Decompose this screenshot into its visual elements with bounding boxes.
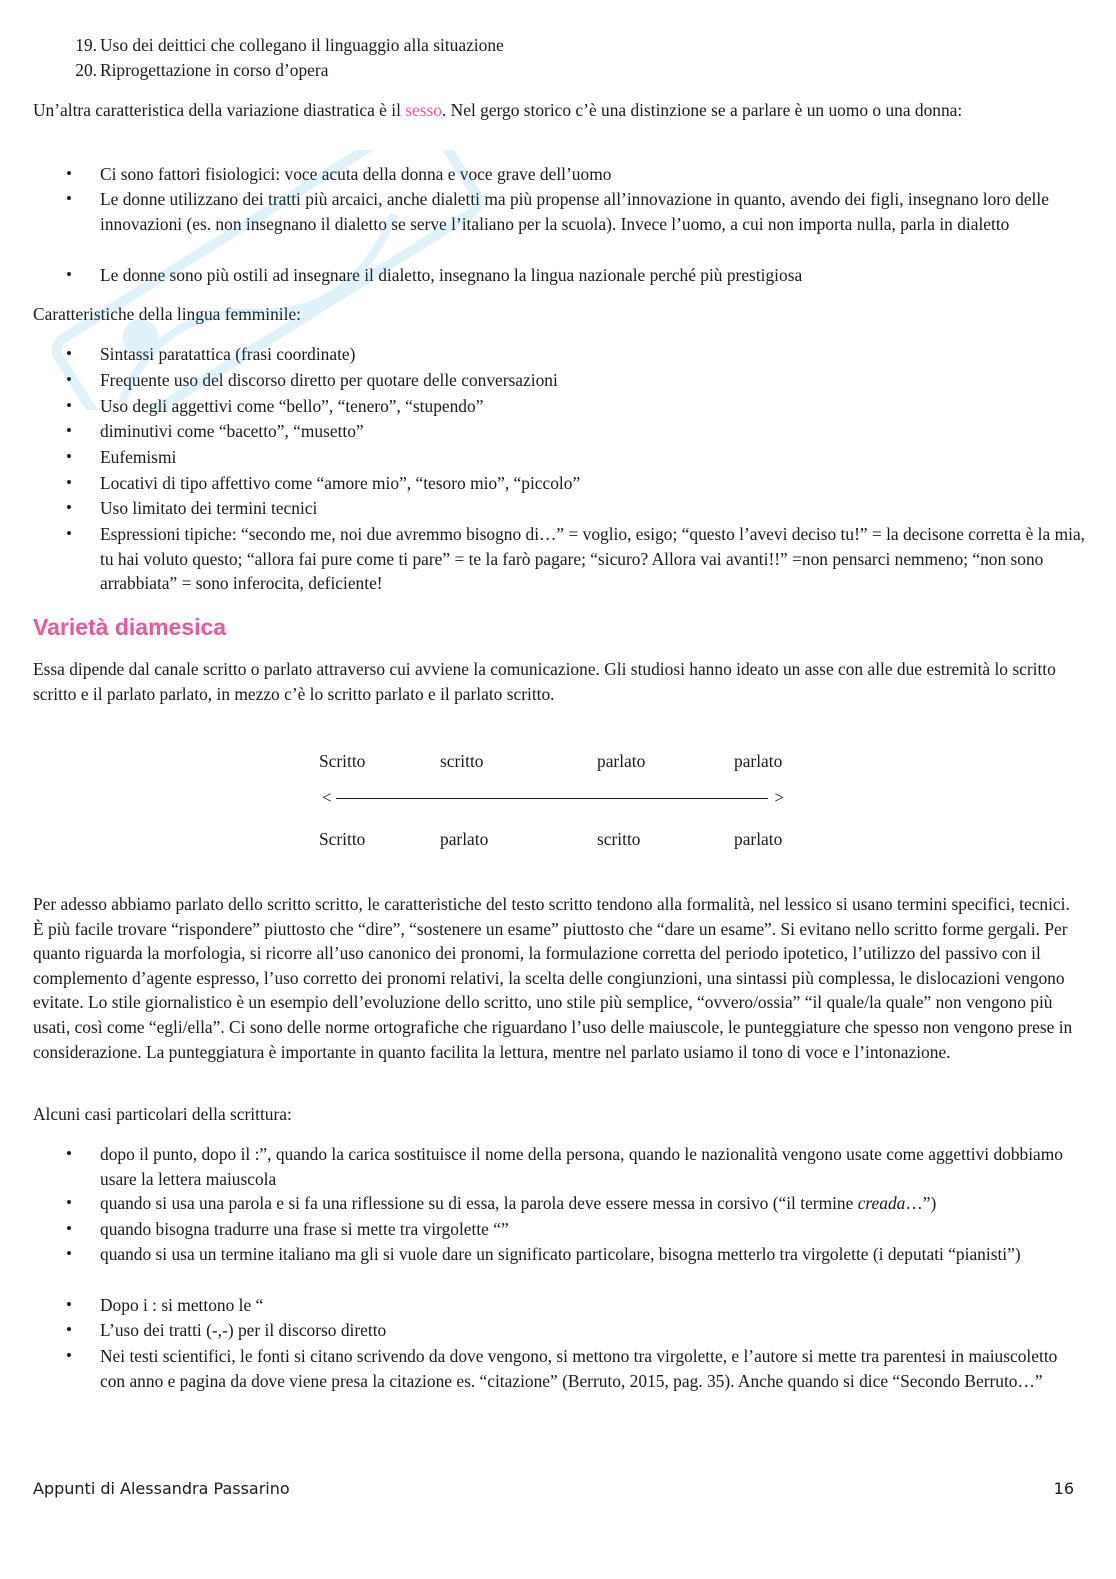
- bullet-icon: •: [66, 1295, 72, 1314]
- paragraph-text: . Nel gergo storico c’è una distinzione se a parlare è un uomo o una donna:: [441, 100, 963, 120]
- axis-label: scritto: [597, 829, 641, 849]
- list-item-text: …”): [905, 1193, 937, 1213]
- bullet-icon: •: [66, 344, 72, 363]
- paragraph-sex: [33, 98, 1083, 123]
- list-item: [66, 445, 1085, 470]
- bullet-icon: •: [66, 498, 72, 517]
- axis-label: Scritto: [319, 829, 366, 849]
- bullet-icon: •: [66, 1144, 72, 1163]
- list-item: [66, 187, 1085, 236]
- bullet-icon: •: [66, 189, 72, 208]
- list-number: 19.: [75, 35, 97, 55]
- arrow-left: <: [322, 788, 332, 807]
- list-item-text: quando si usa una parola e si fa una riflessione su di essa, la parola deve essere messa in corsivo (“il termine: [100, 1193, 858, 1213]
- axis-label: parlato: [597, 751, 646, 771]
- list-item: [66, 162, 1085, 187]
- list-item: [66, 1318, 1085, 1343]
- section-heading: Varietà diamesica: [33, 614, 227, 640]
- list-item: [66, 1242, 1085, 1267]
- list-item: [66, 496, 1085, 521]
- highlighted-term: sesso: [405, 100, 442, 120]
- paragraph-female-intro: Caratteristiche della lingua femminile:: [33, 304, 302, 324]
- list-item: [75, 33, 1085, 58]
- list-item-text: Dopo i : si mettono le “: [100, 1295, 264, 1315]
- list-item-text: Eufemismi: [100, 447, 177, 467]
- paragraph-written: Per adesso abbiamo parlato dello scritto scritto, le caratteristiche del testo scritto tendono alla formalità, nel lessico si usano termini specifici, tecnici. È più facile trovare “rispondere” piuttosto che “dire”, “sostenere un esame” piuttosto che “dare un esame”. Si evitano nello scritto forme gergali. Per quanto riguarda la morfologia, si ricorre all’uso canonico dei pronomi, la formulazione corretta del periodo ipotetico, l’utilizzo del passivo con il complemento d’agente espresso, l’uso corretto dei pronomi relativi, la scelta delle congiunzioni, una sintassi più complessa, le dislocazioni vengono evitate. Lo stile giornalistico è un esempio dell’evoluzione dello scritto, uno stile più semplice, “ovvero/ossia” “il quale/la quale” non vengono più usati, così come “egli/ella”. Ci sono delle norme ortografiche che riguardano l’uso delle maiuscole, le punteggiature che spesso non vengono prese in considerazione. La punteggiatura è importante in quanto facilita la lettura, mentre nel parlato usiamo il tono di voce e l’intonazione.: [33, 894, 1073, 1062]
- bullet-icon: •: [66, 370, 72, 389]
- list-item-text: Sintassi paratattica (frasi coordinate): [100, 344, 356, 364]
- list-item-text: Frequente uso del discorso diretto per quotare delle conversazioni: [100, 370, 558, 390]
- list-item: [66, 1191, 1085, 1216]
- list-item: [66, 394, 1085, 419]
- bullet-icon: •: [66, 473, 72, 492]
- bullet-icon: •: [66, 1244, 72, 1263]
- bullet-icon: •: [66, 1219, 72, 1238]
- list-item-text: Uso limitato dei termini tecnici: [100, 498, 318, 518]
- axis-label: parlato: [734, 829, 783, 849]
- bullet-icon: •: [66, 1346, 72, 1365]
- list-item: [66, 1217, 1085, 1242]
- bullet-icon: •: [66, 164, 72, 183]
- list-item: [75, 58, 1085, 83]
- paragraph-diamesic: Essa dipende dal canale scritto o parlato attraverso cui avviene la comunicazione. Gli studiosi hanno ideato un asse con alle due estremità lo scritto scritto e il parlato parlato, in mezzo c’è lo scritto parlato e il parlato scritto.: [33, 659, 1056, 704]
- list-item: [66, 1344, 1085, 1393]
- bullet-icon: •: [66, 1320, 72, 1339]
- paragraph-cases-intro: Alcuni casi particolari della scrittura:: [33, 1104, 292, 1124]
- bullet-icon: •: [66, 447, 72, 466]
- bullet-icon: •: [66, 421, 72, 440]
- axis-label: Scritto: [319, 751, 366, 771]
- bullet-icon: •: [66, 1193, 72, 1212]
- list-item: [66, 342, 1085, 367]
- paragraph-text: Un’altra caratteristica della variazione diastratica è il: [33, 100, 406, 120]
- list-item-text: Ci sono fattori fisiologici: voce acuta della donna e voce grave dell’uomo: [100, 164, 612, 184]
- axis-label: parlato: [440, 829, 489, 849]
- list-item-text: quando bisogna tradurre una frase si mette tra virgolette “”: [100, 1219, 509, 1239]
- list-item: [66, 522, 1086, 596]
- list-item: [66, 471, 1085, 496]
- list-item-text: L’uso dei tratti (-,-) per il discorso diretto: [100, 1320, 387, 1340]
- list-item: [66, 368, 1085, 393]
- bullet-icon: •: [66, 524, 72, 543]
- italic-term: creada: [857, 1193, 906, 1213]
- bullet-icon: •: [66, 265, 72, 284]
- list-item-text: Le donne utilizzano dei tratti più arcaici, anche dialetti ma più propense all’innovazione in quanto, avendo dei figli, insegnano loro delle innovazioni (es. non insegnano il dialetto se serve l’italiano per la scuola). Invece l’uomo, a cui non importa nulla, parla in dialetto: [100, 189, 1049, 234]
- list-item-text: Locativi di tipo affettivo come “amore mio”, “tesoro mio”, “piccolo”: [100, 473, 581, 493]
- list-item-text: dopo il punto, dopo il :”, quando la carica sostituisce il nome della persona, quando le nazionalità vengono usate come aggettivi dobbiamo usare la lettera maiuscola: [100, 1144, 1063, 1189]
- bullet-icon: •: [66, 396, 72, 415]
- list-item-text: diminutivi come “bacetto”, “musetto”: [100, 421, 364, 441]
- list-item: [66, 263, 1085, 288]
- footer-author: Appunti di Alessandra Passarino: [33, 1479, 290, 1498]
- list-item-text: Le donne sono più ostili ad insegnare il dialetto, insegnano la lingua nazionale perché più prestigiosa: [100, 265, 803, 285]
- page-number: 16: [1053, 1479, 1074, 1498]
- list-item-text: Uso degli aggettivi come “bello”, “tenero”, “stupendo”: [100, 396, 484, 416]
- list-number: 20.: [75, 60, 97, 80]
- axis-label: scritto: [440, 751, 484, 771]
- arrow-line: [336, 798, 768, 799]
- list-item-text: quando si usa un termine italiano ma gli si vuole dare un significato particolare, bisogna metterlo tra virgolette (i deputati “pianisti”): [100, 1244, 1021, 1264]
- list-item: [66, 1142, 1085, 1191]
- list-item-text: Espressioni tipiche: “secondo me, noi due avremmo bisogno di…” = voglio, esigo; “questo l’avevi deciso tu!” = la decisone corretta è la mia, tu hai voluto questo; “allora fai pure come ti pare” = te la farò pagare; “sicuro? Allora vai avanti!!” =non pensarci nemmeno; “non sono arrabbiata” = sono inferocita, deficiente!: [100, 524, 1086, 594]
- list-item-text: Nei testi scientifici, le fonti si citano scrivendo da dove vengono, si mettono tra virgolette, e l’autore si mette tra parentesi in maiuscoletto con anno e pagina da dove viene presa la citazione es. “citazione” (Berruto, 2015, pag. 35). Anche quando si dice “Secondo Berruto…”: [100, 1346, 1058, 1391]
- arrow-right: >: [774, 788, 784, 807]
- list-item-text: Uso dei deittici che collegano il linguaggio alla situazione: [100, 35, 504, 55]
- list-item: [66, 419, 1085, 444]
- axis-label: parlato: [734, 751, 783, 771]
- list-item-text: Riprogettazione in corso d’opera: [100, 60, 329, 80]
- list-item: [66, 1293, 1085, 1318]
